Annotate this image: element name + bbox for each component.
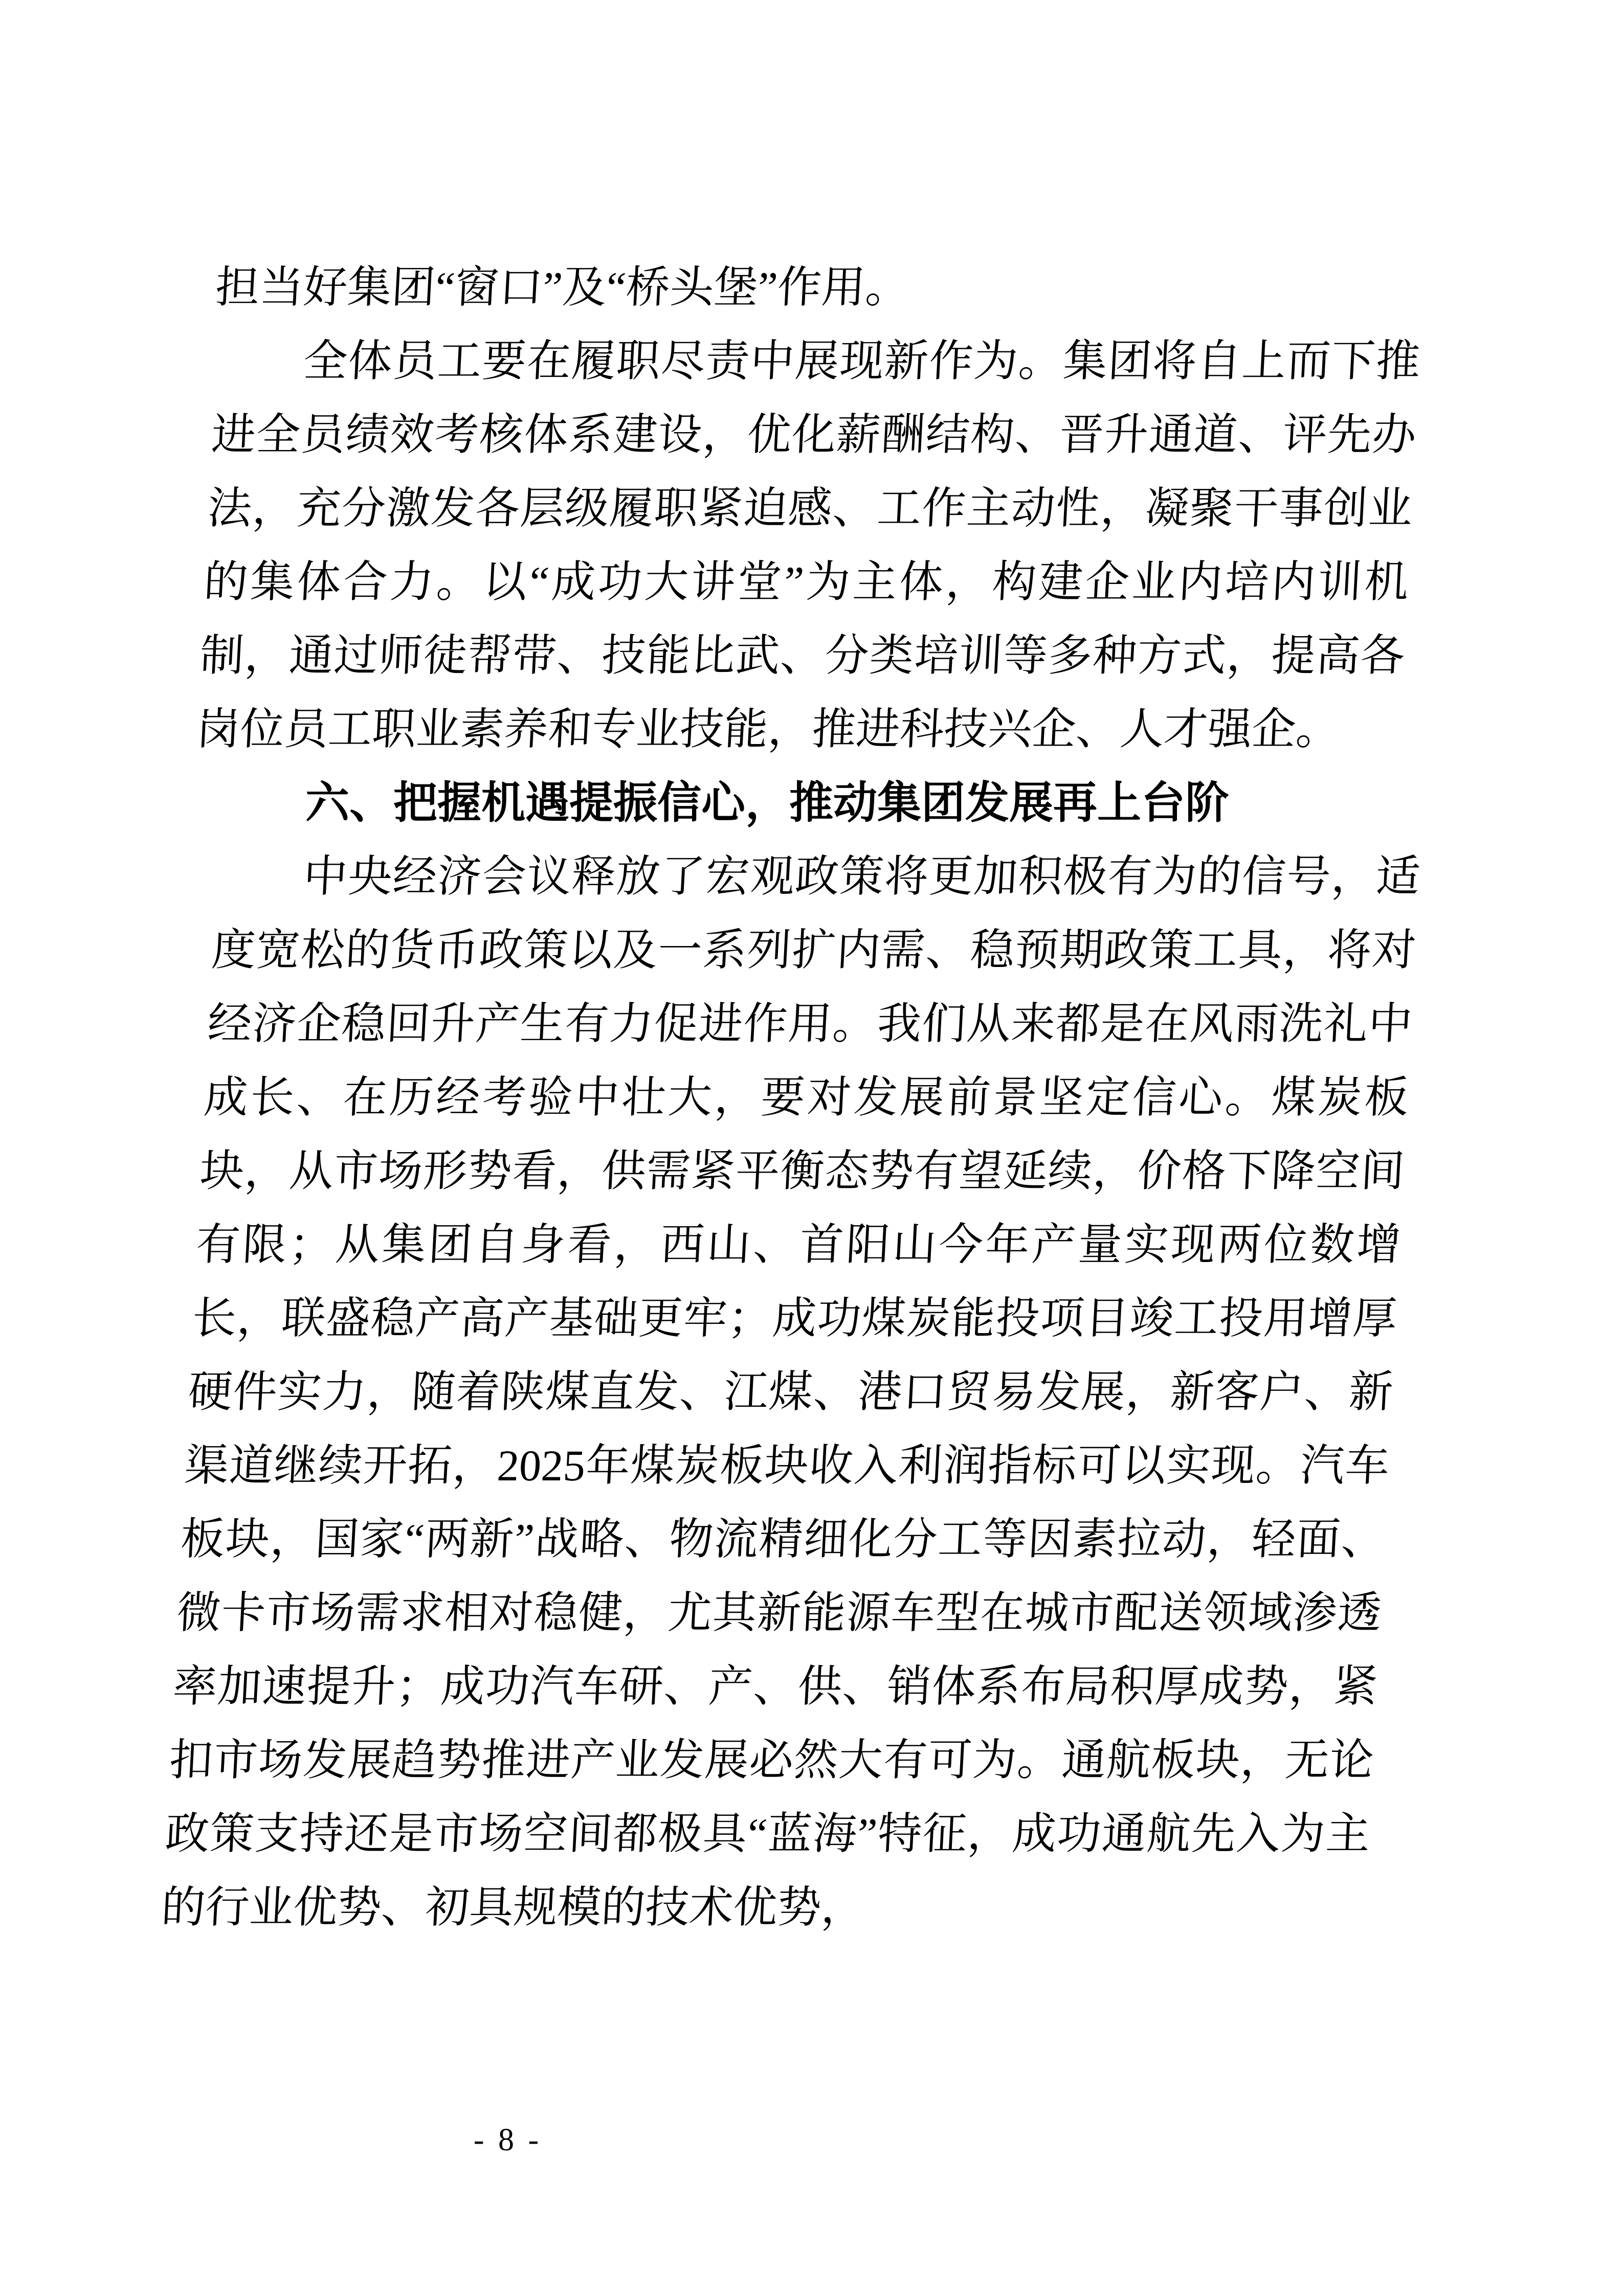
body-paragraph	[213, 251, 1422, 324]
text-run: ，国家“两新”战略、物流精细化分工等因素拉动，轻面、微卡市场需求相对稳健，尤其新能源车型在城市配送领域渗透率加速提升；成功汽车研、产、供、销体系布局积厚成势，紧扣市场发展趋势推进产业发展必然大有可为。	[168, 1515, 1387, 1785]
text-run: 中央经济会议释放了宏观政策将更加积极有为的信号，适度宽松的货币政策以及一系列扩内需、稳预期政策工具，将对经济企稳回升产生有力促进作用。我们从来都是在风雨洗礼中成长、在历经考验中壮大，要对发展前景坚定信心。	[203, 852, 1421, 1122]
body-paragraph	[194, 324, 1422, 766]
emphasis-run: 通航板块	[1060, 1736, 1242, 1785]
text-run: ，从市场形势看，供需紧平衡态势有望延续，价格下降空间有限；从集团自身看，西山、首阳山今年产量实现两位数增长，联盛稳产高产基础更牢；成功煤炭能投项目竣工投用增厚硬件实力，随着陕煤直发、江煤、港口贸易发展，新客户、新渠道继续开拓，2025年煤炭板块收入利润指标可以实现。	[183, 1146, 1406, 1490]
emphasis-run: 六、把握机遇提振信心，推动集团发展再上台阶	[305, 778, 1229, 827]
text-run: 集团将自上而下推进全员绩效考核体系建设，优化薪酬结构、晋升通道、评先办法，充分激发各层级履职紧迫感、工作主动性，凝聚干事创业的集体合力。以“成功大讲堂”为主体，构建企业内培内训机制，通过师徒帮带、技能比武、分类培训等多种方式，提高各岗位员工职业素养和专业技能，推进科技兴企、人才强企。	[194, 336, 1421, 754]
page-number: - 8 -	[473, 2123, 542, 2157]
text-run: ，无论政策支持还是市场空间都极具“蓝海”特征，成功通航先入为主的行业优势、初具规模的技术优势，	[160, 1736, 1375, 1932]
emphasis-run: 煤炭板块	[198, 1073, 1410, 1196]
text-run: 担当好集团“窗口”及“桥头堡”作用。	[214, 263, 911, 312]
emphasis-run: 汽车板块	[179, 1441, 1391, 1564]
page-body	[160, 251, 1422, 1944]
body-paragraph	[160, 840, 1422, 1944]
emphasis-run: 全体员工要在履职尽责中展现新作为。	[302, 336, 1065, 386]
section-heading	[217, 766, 1422, 840]
body-text-container	[160, 251, 1422, 1944]
page-footer	[0, 2122, 1624, 2158]
